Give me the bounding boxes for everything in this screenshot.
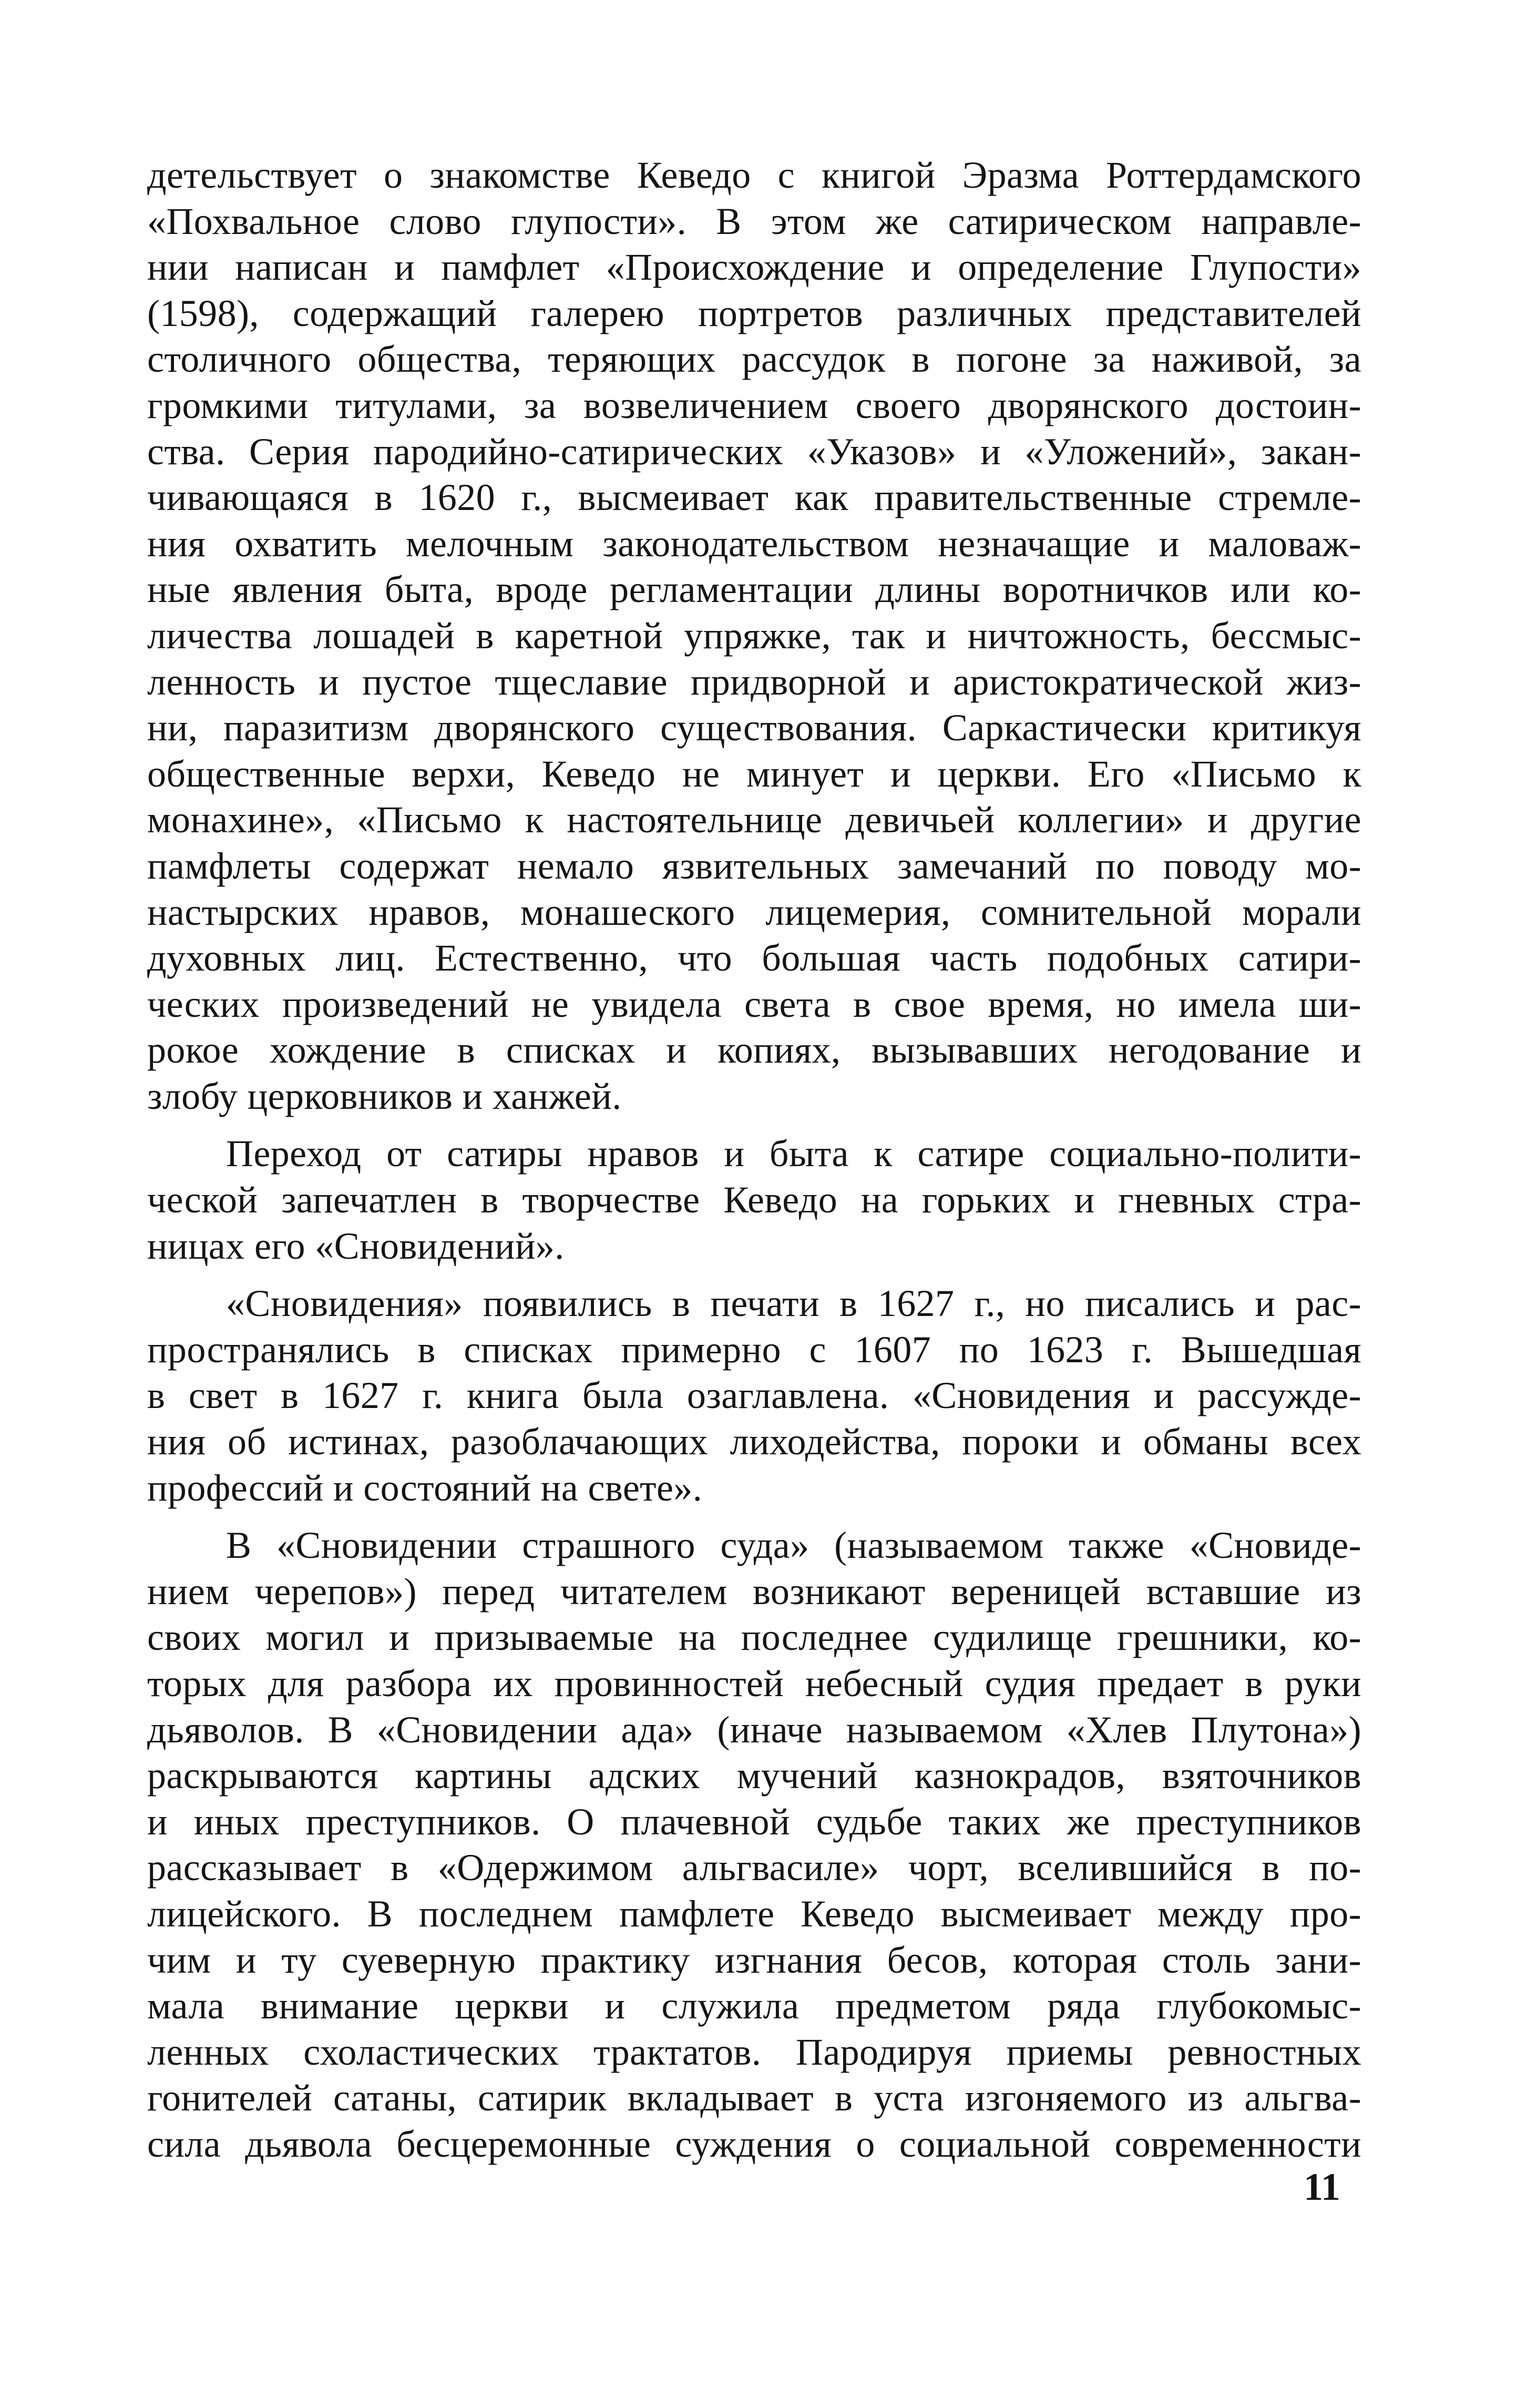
- text-line: чим и ту суеверную практику изгнания бесов, которая столь зани-: [147, 1938, 1361, 1981]
- text-line: «Похвальное слово глупости». В этом же сатирическом направле-: [147, 200, 1361, 242]
- text-line: личества лошадей в каретной упряжке, так и ничтожность, бессмыс-: [147, 614, 1361, 657]
- text-line: ния об истинах, разоблачающих лиходейства, пороки и обманы всех: [147, 1421, 1361, 1463]
- paragraph-gap: [147, 1119, 1361, 1131]
- text-line: чивающаяся в 1620 г., высмеивает как правительственные стремле-: [147, 476, 1361, 519]
- text-line: в свет в 1627 г. книга была озаглавлена. «Сновидения и рассужде-: [147, 1374, 1361, 1417]
- text-line: ни, паразитизм дворянского существования. Саркастически критикуя: [147, 707, 1361, 749]
- text-line: ные явления быта, вроде регламентации длины воротничков или ко-: [147, 568, 1361, 611]
- text-line: ленность и пустое тщеславие придворной и аристократической жиз-: [147, 660, 1361, 703]
- text-line: детельствует о знакомстве Кеведо с книгой Эразма Роттердамского: [147, 154, 1361, 196]
- text-line: нием черепов») перед читателем возникают вереницей вставшие из: [147, 1570, 1361, 1613]
- text-line: гонителей сатаны, сатирик вкладывает в уста изгоняемого из альгва-: [147, 2077, 1361, 2119]
- text-line: ния охватить мелочным законодательством незначащие и маловаж-: [147, 522, 1361, 565]
- text-line: нии написан и памфлет «Происхождение и определение Глупости»: [147, 246, 1361, 289]
- paragraph-p2: [147, 1131, 1361, 1269]
- text-line: памфлеты содержат немало язвительных замечаний по поводу мо-: [147, 844, 1361, 887]
- text-line: Переход от сатиры нравов и быта к сатире социально-полити-: [226, 1132, 1361, 1175]
- paragraph-gap: [147, 1511, 1361, 1523]
- text-line: и иных преступников. О плачевной судьбе таких же преступников: [147, 1800, 1361, 1843]
- text-line: раскрываются картины адских мучений казнокрадов, взяточников: [147, 1754, 1361, 1797]
- text-line: ческой запечатлен в творчестве Кеведо на горьких и гневных стра-: [147, 1179, 1361, 1221]
- text-line: своих могил и призываемые на последнее судилище грешники, ко-: [147, 1616, 1361, 1659]
- text-line: настырских нравов, монашеского лицемерия, сомнительной морали: [147, 891, 1361, 933]
- text-line: профессий и состояний на свете».: [147, 1466, 703, 1509]
- page-body: [147, 152, 1361, 2168]
- text-line: (1598), содержащий галерею портретов различных представителей: [147, 292, 1361, 334]
- paragraph-gap: [147, 1269, 1361, 1281]
- text-line: торых для разбора их провинностей небесный судия предает в руки: [147, 1662, 1361, 1705]
- text-line: ленных схоластических трактатов. Пародируя приемы ревностных: [147, 2031, 1361, 2073]
- text-line: ческих произведений не увидела света в свое время, но имела ши-: [147, 983, 1361, 1025]
- text-line: общественные верхи, Кеведо не минует и церкви. Его «Письмо к: [147, 752, 1361, 795]
- text-line: духовных лиц. Естественно, что большая часть подобных сатири-: [147, 937, 1361, 979]
- text-line: В «Сновидении страшного суда» (называемом также «Сновиде-: [226, 1524, 1361, 1567]
- text-line: лицейского. В последнем памфлете Кеведо высмеивает между про-: [147, 1892, 1361, 1935]
- text-line: пространялись в списках примерно с 1607 по 1623 г. Вышедшая: [147, 1328, 1361, 1371]
- text-line: дьяволов. В «Сновидении ада» (иначе называемом «Хлев Плутона»): [147, 1708, 1361, 1751]
- text-line: рассказывает в «Одержимом альгвасиле» чорт, вселившийся в по-: [147, 1846, 1361, 1889]
- text-line: ницах его «Сновидений».: [147, 1225, 565, 1267]
- text-line: громкими титулами, за возвеличением своего дворянского достоин-: [147, 384, 1361, 426]
- text-line: монахине», «Письмо к настоятельнице девичьей коллегии» и другие: [147, 799, 1361, 841]
- text-line: рокое хождение в списках и копиях, вызывавших негодование и: [147, 1029, 1361, 1072]
- paragraph-p3: [147, 1281, 1361, 1511]
- paragraph-p1: [147, 152, 1361, 1119]
- text-line: «Сновидения» появились в печати в 1627 г., но писались и рас-: [226, 1282, 1361, 1325]
- paragraph-p4: [147, 1523, 1361, 2167]
- text-line: столичного общества, теряющих рассудок в погоне за наживой, за: [147, 338, 1361, 381]
- text-line: ства. Серия пародийно-сатирических «Указов» и «Уложений», закан-: [147, 430, 1361, 473]
- text-line: сила дьявола бесцеремонные суждения о социальной современности: [147, 2123, 1361, 2165]
- text-line: мала внимание церкви и служила предметом ряда глубокомыс-: [147, 1985, 1361, 2027]
- text-line: злобу церковников и ханжей.: [147, 1075, 622, 1117]
- page-number: 11: [1304, 2166, 1340, 2209]
